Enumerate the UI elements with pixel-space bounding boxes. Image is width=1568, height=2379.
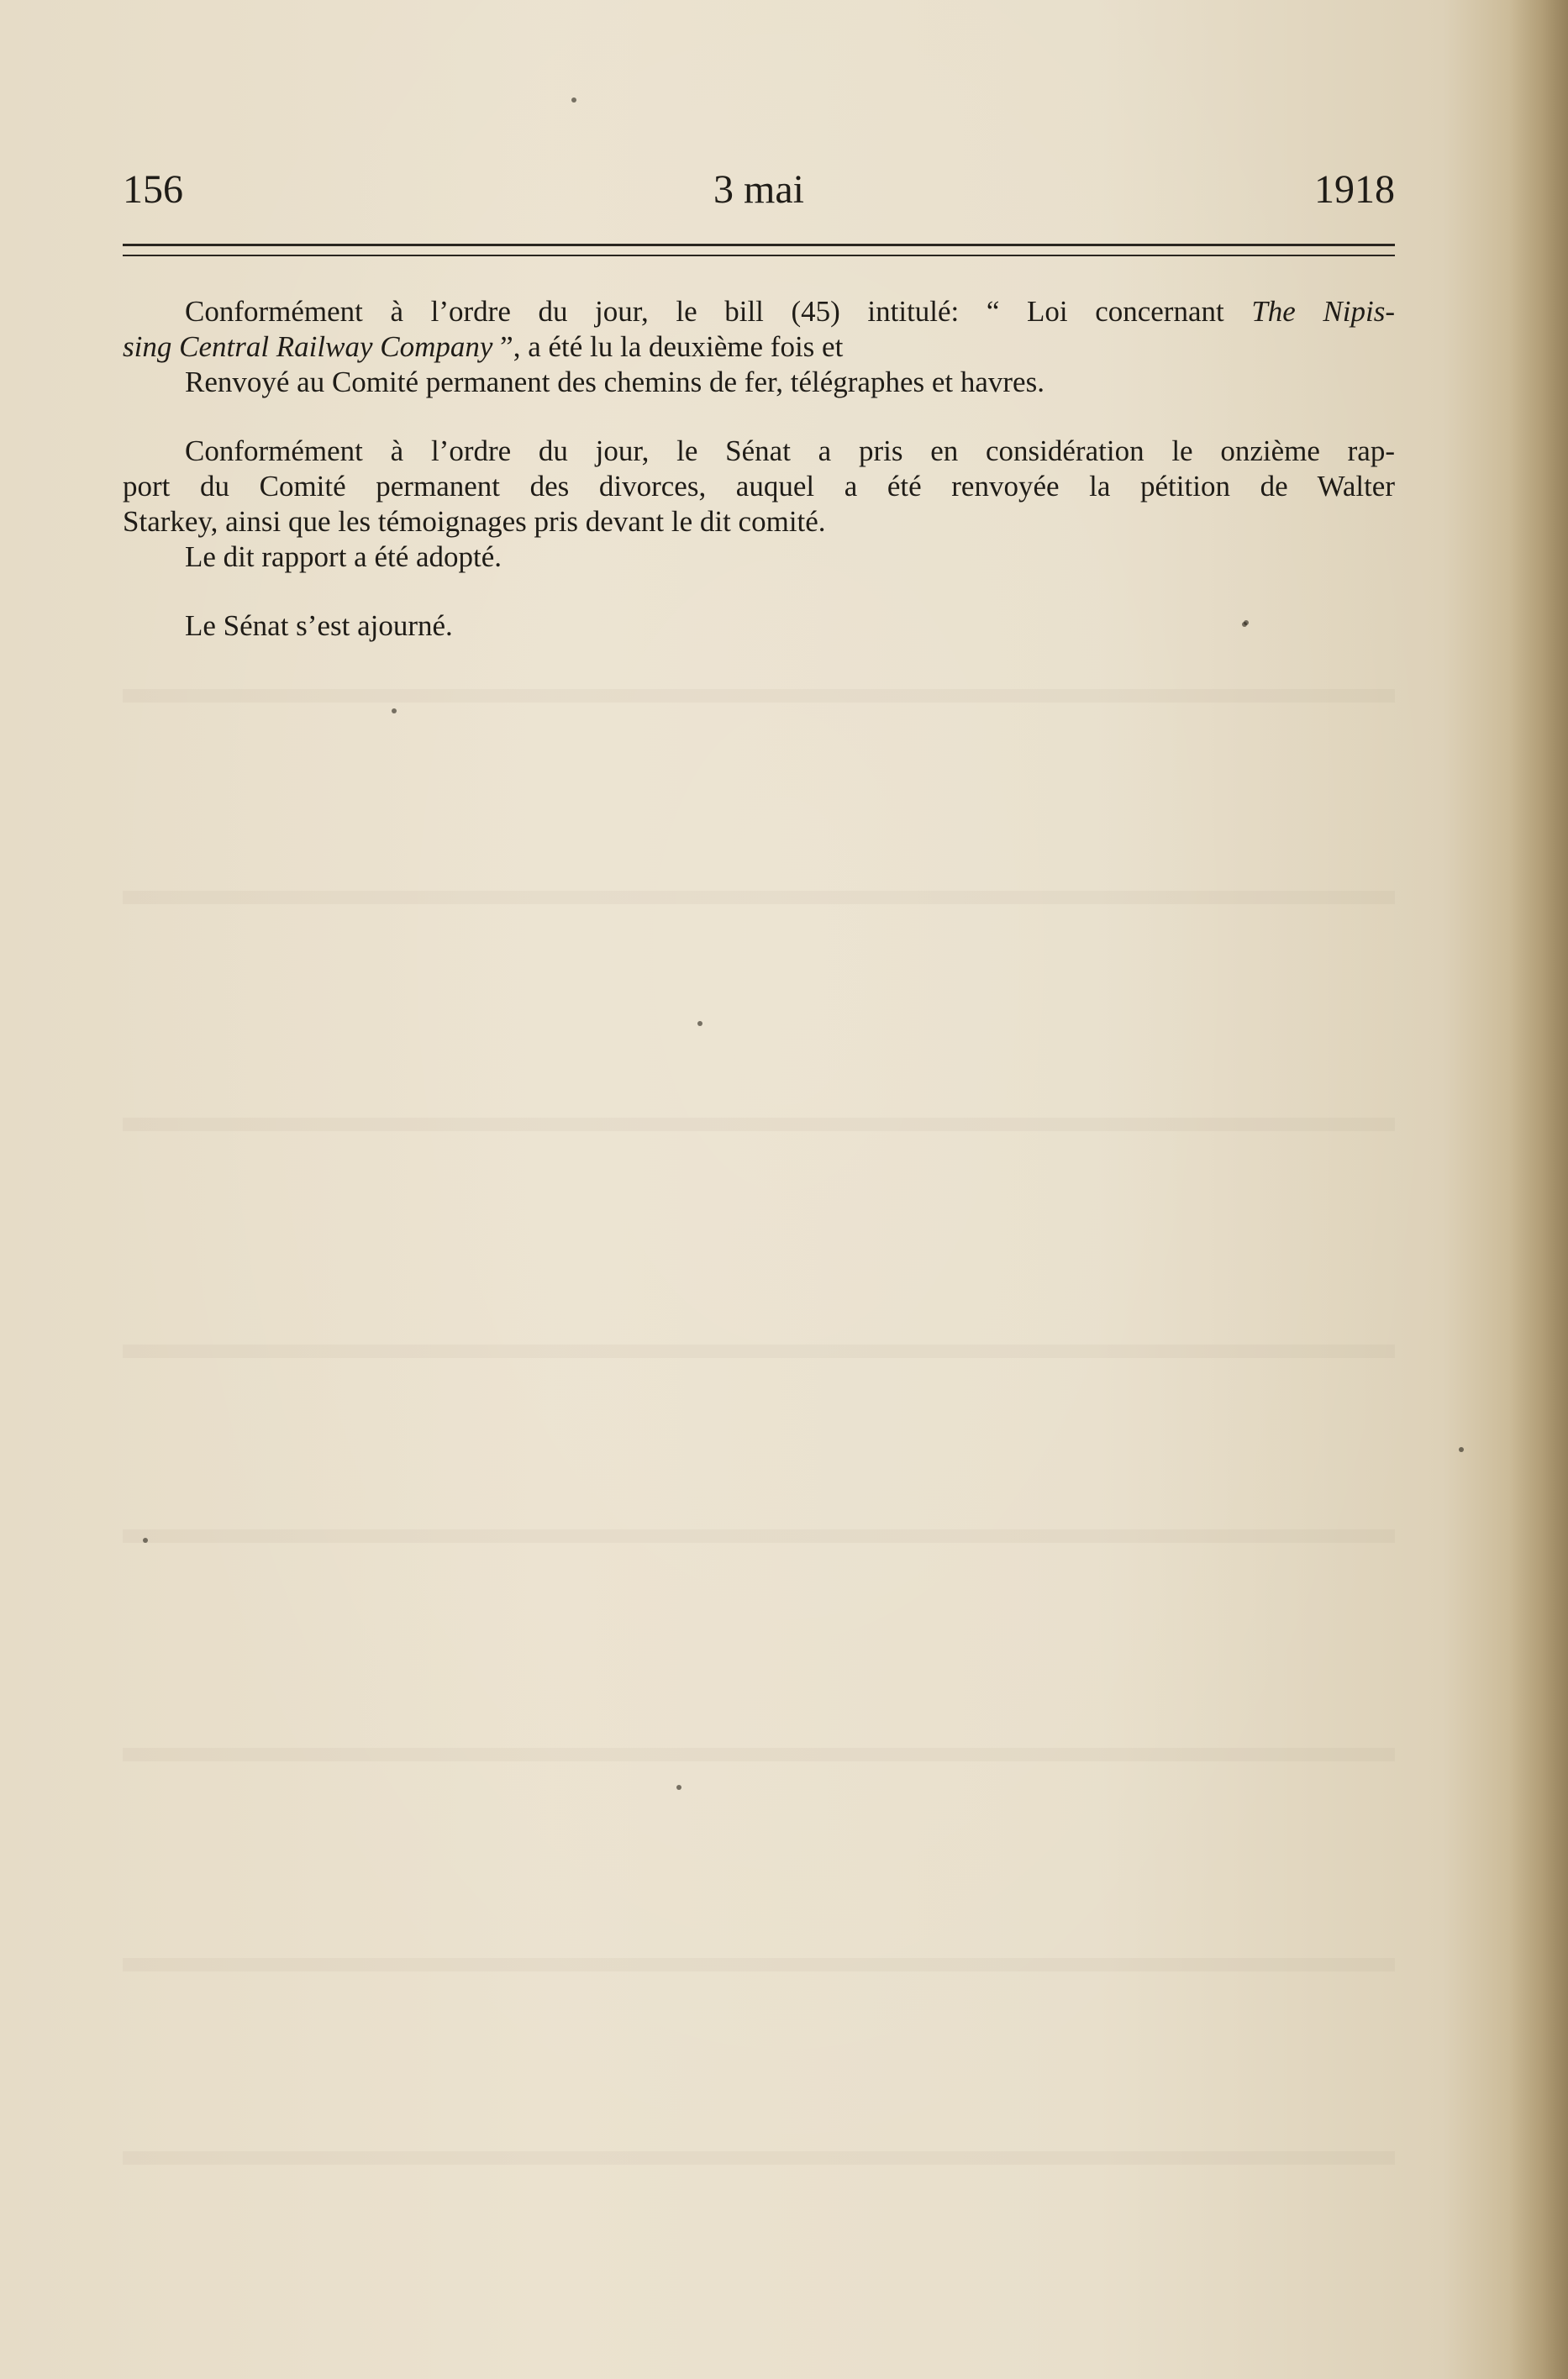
paper-speck xyxy=(697,1021,702,1026)
show-through-texture xyxy=(123,1345,1395,1358)
paragraph-adjournment xyxy=(123,608,1395,644)
text-line xyxy=(123,329,1395,365)
text-line: port du Comité permanent des divorces, auquel a été renvoyée la pétition de Walter xyxy=(123,470,1395,503)
show-through-texture xyxy=(123,1958,1395,1971)
paper-speck xyxy=(392,708,397,713)
page-header xyxy=(123,160,1395,218)
show-through-texture xyxy=(123,1529,1395,1543)
paragraph-divorce-report xyxy=(123,434,1395,575)
header-year: 1918 xyxy=(1314,167,1395,212)
paper-speck xyxy=(143,1538,148,1543)
paper-speck xyxy=(676,1785,681,1790)
text-line xyxy=(123,294,1395,329)
page-edge-shadow xyxy=(1509,0,1568,2379)
text-line: Renvoyé au Comité permanent des chemins de fer, télégraphes et havres. xyxy=(185,366,1044,398)
text-span: ”, a été lu la deuxième fois et xyxy=(492,330,844,363)
text-span: Conformément à l’ordre du jour, le bill (45) intitulé: “ Loi concernant xyxy=(185,295,1252,328)
paper-speck xyxy=(571,97,576,103)
paper-speck xyxy=(1244,620,1249,625)
show-through-texture xyxy=(123,2151,1395,2165)
header-rule-top xyxy=(123,244,1395,246)
italic-title: sing Central Railway Company xyxy=(123,330,493,363)
header-date: 3 mai xyxy=(713,167,804,212)
page-body xyxy=(123,294,1395,677)
italic-title: The Nipis- xyxy=(1251,295,1395,328)
text-line: Le Sénat s’est ajourné. xyxy=(185,609,453,642)
paper-speck xyxy=(1459,1447,1464,1452)
paragraph-bill-second-reading xyxy=(123,294,1395,400)
show-through-texture xyxy=(123,1118,1395,1131)
text-line: Le dit rapport a été adopté. xyxy=(185,540,502,573)
page-number: 156 xyxy=(123,167,183,212)
show-through-texture xyxy=(123,1748,1395,1761)
text-line: Conformément à l’ordre du jour, le Sénat a pris en considération le onzième rap- xyxy=(185,434,1395,467)
header-rule-bottom xyxy=(123,255,1395,256)
show-through-texture xyxy=(123,891,1395,904)
text-line: Starkey, ainsi que les témoignages pris devant le dit comité. xyxy=(123,505,826,538)
show-through-texture xyxy=(123,689,1395,703)
